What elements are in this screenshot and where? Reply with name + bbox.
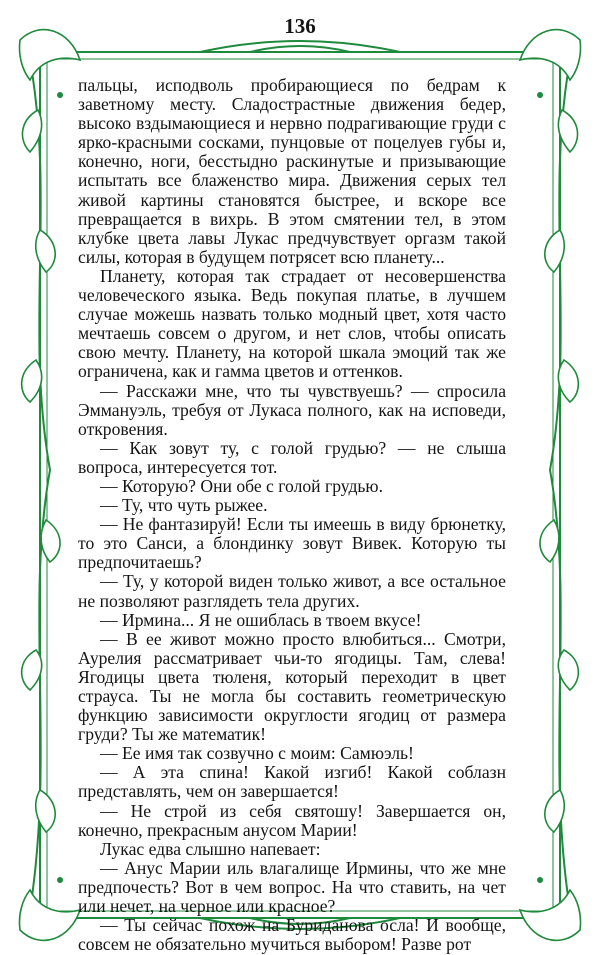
paragraph: — Ту, что чуть рыжее. [100,495,268,516]
berry-dot [57,877,63,883]
paragraph: — Расскажи мне, что ты чувствуешь? — спросила Эммануэль, требуя от Лукаса полного, как на исповеди, откровения. [78,380,506,439]
paragraph: пальцы, исподволь пробирающиеся по бедрам к заветному месту. Сладострастные движения бедер, высоко вздымающиеся и нервно подрагивающие груди с ярко-красными сосками, пунцовые от поцелуев губы и, конечно, ноги, бесстыдно раскинутые и призывающие испытать все блаженство мира. Движения серых тел живой картины становятся быстрее, и вскоре все превращается в вихрь. В этом смятении тел, в этом клубке цвета лавы Лукас предчувствует оргазм такой силы, которая в будущем потрясет всю планету... [78,75,506,267]
body-text [78,76,506,954]
berry-dot [537,92,543,98]
left-leaf [41,520,60,562]
paragraph: — А эта спина! Какой изгиб! Какой соблазн представлять, чем он завершается! [78,762,506,802]
paragraph: — Анус Марии иль влагалище Ирмины, что же мне предпочесть? Вот в чем вопрос. На что ставить, на чет или нечет, на черное или красное? [78,857,506,917]
paragraph: — Ее имя так созвучно с моим: Самюэль! [100,743,414,764]
paragraph: — Ты сейчас похож на Буриданова осла! И вообще, совсем не обязательно мучиться выбором! Разве рот [78,915,506,955]
paragraph: — Как зовут ту, с голой грудью? — не слыша вопроса, интересуется тот. [78,437,506,477]
page-number: 136 [284,14,316,38]
right-leaf [545,230,564,272]
right-leaf [558,360,578,402]
left-leaf [22,650,42,690]
corner-leaf-top-right [520,30,581,80]
paragraph: — Ту, у которой виден только живот, а все остальное не позволяют разглядеть тела других. [78,571,506,611]
berry-dot [57,92,63,98]
paragraph: — Которую? Они обе с голой грудью. [100,475,383,496]
paragraph: — Не фантазируй! Если ты имеешь в виду брюнетку, то это Санси, а блондинку зовут Вивек. Которую ты предпочитаешь? [78,514,506,573]
paragraph: Лукас едва слышно напевает: [100,838,321,859]
corner-leaf-bottom-right [520,890,581,940]
paragraph: — Ирмина... Я не ошиблась в твоем вкусе! [100,609,422,630]
corner-leaf-top-left [19,30,80,80]
left-leaf [36,230,55,272]
berry-dot [537,877,543,883]
paragraph: Планету, которая так страдает от несовершенства человеческого языка. Ведь покупая платье, в лучшем случае можешь назвать только модный цвет, хотя часто мечтаешь совсем о другом, и нет слов, чтобы описать свою мечту. Планету, на которой шкала эмоций так же ограничена, как и гамма цветов и оттенков. [78,265,506,382]
right-leaf [558,650,578,690]
paragraph: — В ее живот можно просто влюбиться... Смотри, Аурелия рассматривает чьи-то ягодицы. Там, слева! Ягодицы цвета тюленя, который переходит в цвет страуса. Ты не могла бы составить геометрическую функцию зависимости округлости ягодиц от размера груди? Ты же математик! [78,628,506,745]
right-leaf [540,520,559,562]
paragraph: — Не строй из себя святошу! Завершается он, конечно, прекрасным анусом Марии! [78,800,506,840]
left-leaf [22,360,42,402]
corner-leaf-bottom-left [19,890,80,940]
